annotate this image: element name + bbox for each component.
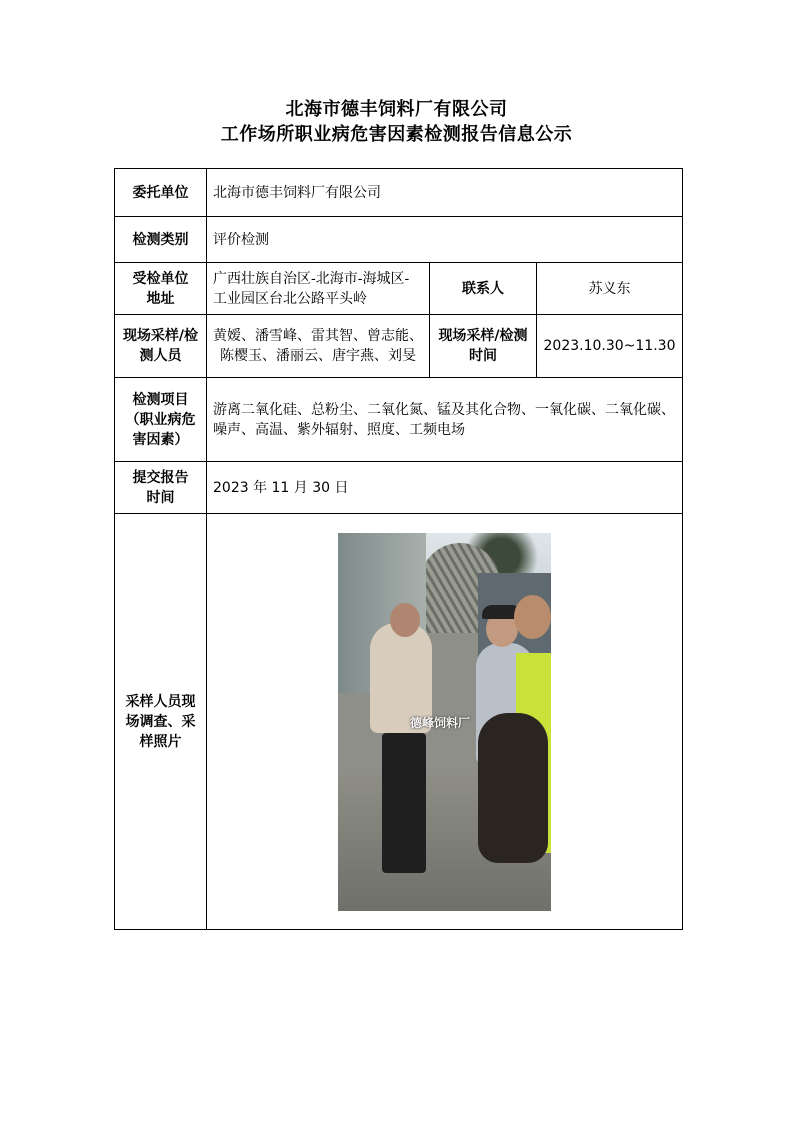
client-label: 委托单位 bbox=[115, 169, 207, 217]
photo-person-4-hair bbox=[478, 713, 548, 863]
row-report-date bbox=[115, 462, 683, 514]
staff-label: 现场采样/检测人员 bbox=[115, 315, 207, 378]
contact-value: 苏义东 bbox=[537, 263, 683, 315]
row-client bbox=[115, 169, 683, 217]
items-value: 游离二氧化硅、总粉尘、二氧化氮、锰及其化合物、一氧化碳、二氧化碳、噪声、高温、紫外辐射、照度、工频电场 bbox=[207, 378, 683, 462]
client-value: 北海市德丰饲料厂有限公司 bbox=[207, 169, 683, 217]
photo-cell bbox=[207, 514, 683, 930]
staff-value: 黄嫒、潘雪峰、雷其智、曾志能、陈樱玉、潘丽云、唐宇燕、刘旻 bbox=[207, 315, 430, 378]
report-date-value: 2023 年 11 月 30 日 bbox=[207, 462, 683, 514]
row-address bbox=[115, 263, 683, 315]
photo-watermark: 德峰饲料厂 bbox=[410, 715, 471, 730]
photo-person-1-legs bbox=[382, 733, 426, 873]
row-staff bbox=[115, 315, 683, 378]
row-photo bbox=[115, 514, 683, 930]
site-photo bbox=[338, 533, 551, 911]
report-date-label: 提交报告时间 bbox=[115, 462, 207, 514]
photo-person-1-head bbox=[390, 603, 420, 637]
category-value: 评价检测 bbox=[207, 217, 683, 263]
category-label: 检测类别 bbox=[115, 217, 207, 263]
document-title: 北海市德丰饲料厂有限公司 bbox=[285, 99, 508, 120]
document-subtitle: 工作场所职业病危害因素检测报告信息公示 bbox=[220, 124, 573, 145]
row-category bbox=[115, 217, 683, 263]
items-label: 检测项目（职业病危害因素） bbox=[115, 378, 207, 462]
contact-label: 联系人 bbox=[430, 263, 537, 315]
info-table bbox=[114, 168, 683, 930]
time-value: 2023.10.30~11.30 bbox=[537, 315, 683, 378]
photo-person-3-head bbox=[514, 595, 551, 639]
address-label: 受检单位地址 bbox=[115, 263, 207, 315]
address-value: 广西壮族自治区-北海市-海城区-工业园区台北公路平头岭 bbox=[207, 263, 430, 315]
time-label: 现场采样/检测时间 bbox=[430, 315, 537, 378]
photo-label: 采样人员现场调查、采样照片 bbox=[115, 514, 207, 930]
row-items bbox=[115, 378, 683, 462]
